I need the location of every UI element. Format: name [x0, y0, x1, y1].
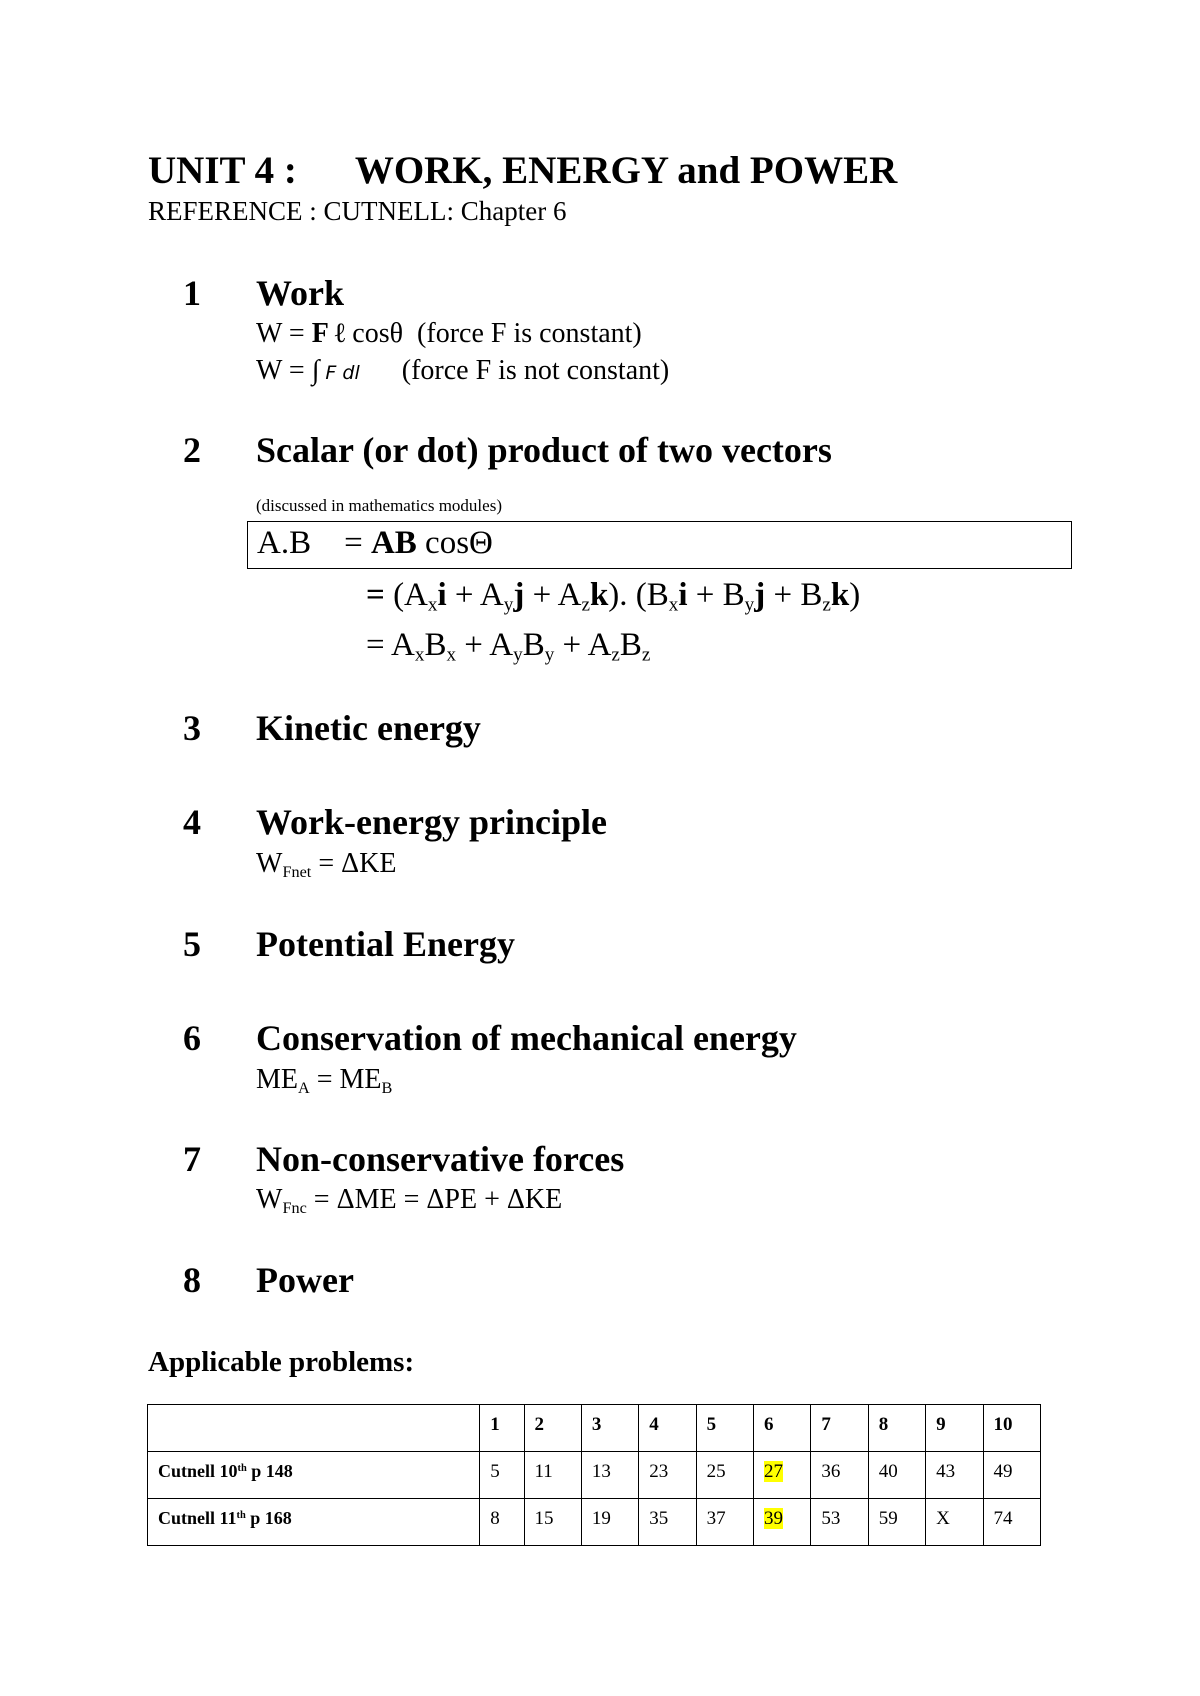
table-cell — [926, 1499, 983, 1546]
table-header-cell: 3 — [581, 1405, 638, 1452]
cell-value: 35 — [649, 1508, 669, 1529]
conservation-equation: $ME_A = ME_B$ — [256, 1064, 393, 1097]
section-title-dot-product: Scalar (or dot) product of two vectors — [256, 430, 832, 470]
cell-value: 13 — [591, 1461, 611, 1482]
dot-product-expansion: = $(A_xi + A_yj + A_zk)$. $(B_xi + B_yj + B_zk)$ — [366, 577, 861, 616]
section-title-power: Power — [256, 1260, 354, 1300]
row-label — [148, 1499, 480, 1546]
cell-value: 23 — [649, 1461, 669, 1482]
cell-value: 19 — [591, 1508, 611, 1529]
section-title-potential-energy: Potential Energy — [256, 924, 515, 964]
table-cell — [926, 1452, 983, 1499]
table-cell — [480, 1499, 524, 1546]
table-cell — [696, 1499, 753, 1546]
cell-value: 59 — [878, 1508, 898, 1529]
table-cell — [524, 1499, 581, 1546]
section-number: 1 — [183, 273, 201, 313]
cell-value: 40 — [878, 1461, 898, 1482]
table-cell — [983, 1452, 1040, 1499]
table-header-cell: 8 — [868, 1405, 925, 1452]
cell-value: 25 — [706, 1461, 726, 1482]
row-label-main: Cutnell 10 — [158, 1461, 238, 1481]
dot-product-note: (discussed in mathematics modules) — [256, 496, 502, 515]
section-title-kinetic-energy: Kinetic energy — [256, 708, 481, 748]
cell-value: 37 — [706, 1508, 726, 1529]
cell-value-highlighted: 27 — [764, 1461, 784, 1482]
table-header-cell: 10 — [983, 1405, 1040, 1452]
cell-value: 15 — [534, 1508, 554, 1529]
work-equation-constant: W = F ℓ cosθ (force F is constant) — [256, 318, 642, 349]
table-cell — [581, 1452, 638, 1499]
cell-value: 43 — [936, 1461, 956, 1482]
table-corner-cell — [148, 1405, 480, 1452]
table-cell — [480, 1452, 524, 1499]
table-header-cell: 5 — [696, 1405, 753, 1452]
table-header-cell: 2 — [524, 1405, 581, 1452]
table-cell — [581, 1499, 638, 1546]
cell-value: 74 — [993, 1508, 1013, 1529]
section-number: 6 — [183, 1018, 201, 1058]
row-label-rest: p 148 — [246, 1461, 293, 1481]
dot-product-definition: A.B = AB cosΘ — [257, 525, 493, 561]
section-number: 8 — [183, 1260, 201, 1300]
table-cell — [811, 1452, 868, 1499]
table-header-cell: 7 — [811, 1405, 868, 1452]
table-header-cell: 9 — [926, 1405, 983, 1452]
work-equation-integral: W = ∫ F dl (force F is not constant) — [256, 355, 670, 386]
table-cell — [696, 1452, 753, 1499]
section-title-work-energy: Work-energy principle — [256, 802, 607, 842]
section-title-conservation: Conservation of mechanical energy — [256, 1018, 797, 1058]
table-cell — [868, 1499, 925, 1546]
section-title-non-conservative: Non-conservative forces — [256, 1139, 625, 1179]
reference-line: REFERENCE : CUTNELL: Chapter 6 — [148, 196, 567, 226]
table-header-cell: 1 — [480, 1405, 524, 1452]
row-label-rest: p 168 — [245, 1508, 292, 1528]
cell-value: 53 — [821, 1508, 841, 1529]
table-cell — [868, 1452, 925, 1499]
applicable-problems-heading: Applicable problems: — [148, 1346, 415, 1378]
table-cell — [983, 1499, 1040, 1546]
section-number: 4 — [183, 802, 201, 842]
table-cell — [754, 1452, 811, 1499]
problems-table — [147, 1404, 1041, 1546]
unit-label: UNIT 4 : — [148, 149, 297, 192]
row-label-sup: th — [236, 1509, 246, 1521]
table-cell — [811, 1499, 868, 1546]
row-label — [148, 1452, 480, 1499]
row-label-sup: th — [237, 1462, 247, 1474]
cell-value: 8 — [490, 1508, 500, 1529]
work-eq2-note: (force F is not constant) — [401, 355, 670, 386]
cell-value-highlighted: 39 — [764, 1508, 784, 1529]
row-label-main: Cutnell 11 — [158, 1508, 237, 1528]
table-row — [148, 1499, 1041, 1546]
cell-value: 49 — [993, 1461, 1013, 1482]
table-header-row — [148, 1405, 1041, 1452]
cell-value: 11 — [534, 1461, 553, 1482]
table-header-cell: 4 — [639, 1405, 696, 1452]
unit-topic: WORK, ENERGY and POWER — [354, 149, 898, 192]
table-cell — [639, 1452, 696, 1499]
cell-value: 36 — [821, 1461, 841, 1482]
non-conservative-equation: $W_{Fnc} = \Delta ME = \Delta PE + \Delta KE$ — [256, 1184, 563, 1217]
cell-value: X — [936, 1508, 950, 1529]
table-cell — [524, 1452, 581, 1499]
table-cell — [639, 1499, 696, 1546]
page-title — [148, 148, 897, 193]
work-eq1-note: (force F is constant) — [417, 318, 642, 349]
table-header-cell: 6 — [754, 1405, 811, 1452]
work-energy-equation: $W_{Fnet} = \Delta KE$ — [256, 848, 397, 881]
cell-value: 5 — [490, 1461, 500, 1482]
section-number: 3 — [183, 708, 201, 748]
section-number: 7 — [183, 1139, 201, 1179]
dot-product-result: = $A_xB_x + A_yB_y + A_zB_z$ — [366, 627, 651, 666]
section-number: 2 — [183, 430, 201, 470]
table-cell — [754, 1499, 811, 1546]
table-row — [148, 1452, 1041, 1499]
section-title-work: Work — [256, 273, 345, 313]
section-number: 5 — [183, 924, 201, 964]
